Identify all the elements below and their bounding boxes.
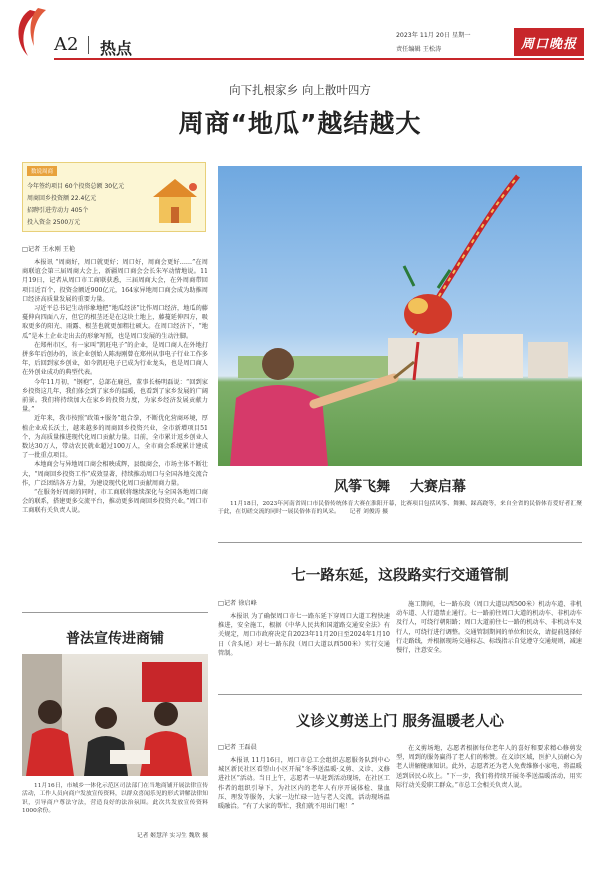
lead-paragraph: 本报讯 “周商好，周口就更好；周口好，周商会更好……”在周商联谊会第三届周商大会上，新疆周口商会会长朱军动情地说。11月19日，记者从周口市工商联获悉，三届周商大会，在外周商带回项目近百个，投资金额近900亿元，164家异地周口商会成为助推周口经济高质量发展的重要力量。 [22, 259, 208, 303]
date-line: 2023年 11月 20日 星期一 [396, 32, 471, 39]
page-header [0, 0, 600, 60]
shop-caption: 11月16日，市城乡一体化示范区司法部门在当地商铺开展法律宣传活动，工作人员向商户发放宣传资料，以群众喜闻乐见的形式讲解法律知识，引导商户尊法守法，营造良好的法治氛围。此次共发放宣传资料1000余份。 [22, 783, 208, 815]
lead-infobox [22, 162, 206, 232]
infobox-line: 投入资金 2500万元 [27, 219, 81, 226]
lead-body [22, 258, 208, 602]
page-code-divider [88, 36, 89, 54]
infobox-tag: 数说周商 [27, 166, 57, 176]
elder-byline: □记者 王磊晨 [218, 744, 257, 751]
editor-line: 责任编辑 王松涛 [396, 46, 442, 53]
elder-headline: 义诊义剪送上门 服务温暖老人心 [295, 714, 505, 730]
traffic-col2: 施工期间，七一路东段（周口大道以西500米）机动车道、非机动车道、人行道禁止通行。七一路前往周口大道的机动车、非机动车及行人，可绕行朝阳路；周口大道前往七一路的机动车、非机动车及行人，可绕行进行调整。交通管制期间的单位和民众，请提前选择好行走路线，并根据现场交通标志、标线指示自觉遵守交通规则，减速慢行，注意安全。 [396, 601, 582, 655]
section-title: 热点 [100, 39, 133, 58]
infobox-line: 招聘引进劳动力 405个 [27, 207, 89, 214]
lead-kicker: 向下扎根家乡 向上散叶四方 [229, 83, 371, 97]
elder-col2: 在义剪场地，志愿者根据每位老年人的喜好和要求精心修剪发型，周到的服务赢得了老人们的称赞。在义诊区域，医护人员耐心为老人讲解健康知识。此外，志愿者还为老人免费维修小家电，将温暖送到居民心坎上。“下一步，我们将持续开展冬季送温暖活动，用实际行动关爱职工群众。”市总工会相关负责人说。 [396, 745, 582, 789]
lead-paragraph: “在服务好周商的同时，市工商联将继续深化与全国各地周口商会的联系，搭建更多交流平台，推动更多周商回乡投资兴业。”周口市工商联有关负责人说。 [22, 489, 208, 515]
page-code: A2 [54, 34, 79, 55]
shop-headline: 普法宣传进商铺 [66, 631, 164, 647]
house-icon [147, 173, 203, 227]
lead-headline: 周商“地瓜”越结越大 [178, 109, 422, 138]
photo-caption-text: 11月18日，2023年河南省周口市民俗传统体育大赛在淮阳开幕，比赛项目包括风筝、舞狮、踩高跷等，来自全省的民俗体育爱好者汇聚于此，在切磋交流的同时一展民俗体育的风采。 [218, 501, 582, 516]
shop-photo [22, 654, 208, 776]
photo-title-a: 风筝飞舞 [334, 479, 391, 495]
infobox-line: 周商回乡投资额 22.4亿元 [27, 195, 97, 202]
photo-title-b: 大赛启幕 [409, 479, 466, 495]
photo-credit: 记者 刘俊涛 摄 [349, 509, 389, 516]
lead-paragraph: 习近平总书记生动形象地把“地瓜经济”比作周口经济，地瓜的藤蔓伸向四面八方，但它的根茎还是在这块土地上，藤蔓延伸四方，吸取更多的阳光、雨露、根茎也就更加粗壮硕大。在周口经济下，“地瓜”是本土企业走出去的形象写照，也是周口发展的生动注脚。 [22, 305, 208, 340]
photo-title [218, 476, 582, 496]
traffic-headline: 七一路东延，这段路实行交通管制 [291, 568, 509, 584]
photo-caption [218, 500, 582, 517]
divider [218, 694, 582, 695]
divider [218, 542, 582, 543]
lead-paragraph: 本地商会与异地周口商会相映成辉，县级商会，市场主体不断壮大，“周商回乡投资工作”成效显著，持续推动周口与全国各地交流合作，广泛团结各方力量，为建设现代化周口贡献周商力量。 [22, 461, 208, 487]
lead-paragraph: 在郑州市区，有一家叫“凯旺电子”的企业，是周口商人在外地打拼多年后创办的，该企业创始人陈海刚曾在郑州从事电子行业工作多年，后回到家乡创业，如今凯旺电子已成为行业龙头，也是周口商人在外创业成功的典型代表。 [22, 341, 208, 377]
lead-paragraph: 今年11月初，“钢袍”，总部在鹿邑，董事长杨明磊说：“回到家乡投资这几年，我们体会到了家乡的温暖，也看到了家乡发展的广阔前景。我们将持续加大在家乡的投资力度，为家乡经济发展贡献力量。” [22, 378, 208, 414]
infobox-line: 今年签约项目 60个投资总额 30亿元 [27, 183, 125, 190]
traffic-col1: 本报讯 为了确保周口市七一路东延下穿周口大道工程快速推进，安全施工，根据《中华人民共和国道路交通安全法》有关规定，周口市政府决定自2023年11月20日至2024年1月10日（含头尾）对七一路东段（周口大道以西500米）实行交通管制。 [218, 613, 390, 657]
kite-photo [218, 166, 582, 466]
elder-col1: 本报讯 11月16日，周口市总工会组织志愿服务队到中心城区新民社区看望山小区开展“冬季送温暖·义剪、义诊、义修进社区”活动。当日上午，志愿者一早赶到活动现场，在社区工作者的组织引导下，为社区内的老年人有序开展体检、量血压、理发等服务，大家一边忙碌一边与老人交流，活动现场温暖融洽。“有了大家的帮忙，我们就不用出门啦！” [218, 757, 390, 811]
divider [22, 612, 208, 613]
shop-credit: 记者 姬慧洋 实习生 魏欣 摄 [136, 833, 208, 839]
brand-logo-text: 周口晚报 [520, 36, 577, 52]
lead-paragraph: 近年来，我市按照“政策+服务”组合拳，不断优化营商环境，厚植企业成长沃土，越来越多的周商回乡投资兴业，全市新增项目51个，为高质量推进现代化周口贡献力量。目前，全市累计返乡创业人数达30万人，带动农民就业超过100万人，全市商会系统累计建成了一批重点项目。 [22, 415, 208, 460]
header-rule [54, 58, 584, 60]
brand-logo [514, 28, 584, 56]
lead-byline: □记者 王永刚 王艳 [22, 246, 76, 253]
traffic-byline: □记者 徐启峰 [218, 600, 257, 607]
header-swoosh [8, 6, 50, 58]
